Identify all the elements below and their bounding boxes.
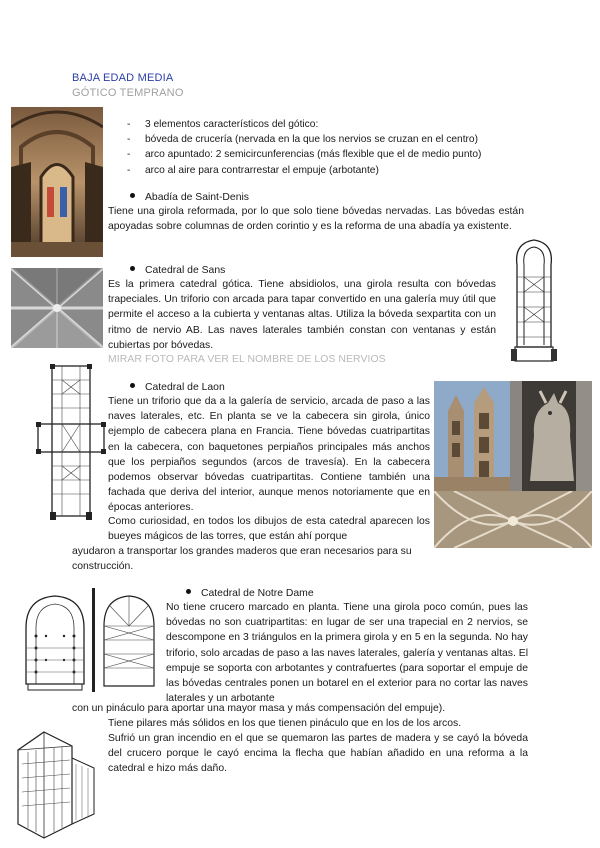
notre-dame-text: No tiene crucero marcado en planta. Tiene una girola poco común, pues las bóvedas no son cuatripartitas: en lugar de ser una trapecial en 2 nervios, se descompone en 3 triángulos en la primera girola y en 5 en la segunda. No hay triforio, solo arcadas de paso a las naves laterales, galería y ventanas altas. El empuje se soporta con arbotantes y contrafuertes (para soportar el empuje de las bóvedas centrales ponen un botarel en el exterior para no cortar las naves laterales y un arbotante — [166, 602, 528, 705]
sens-text: Es la primera catedral gótica. Tiene absidiolos, una girola resulta con bóvedas trapeciales. Un triforio con arcada para tapar convertido en una galería muy útil que permite el acceso a la cubierta y ventanas altas. Utiliza la bóveda sexpartita con un ritmo de nervio AB. Las naves laterales también constan con ventanas y están cubiertas por bóvedas. — [108, 279, 496, 351]
list-item: - arco apuntado: 2 semicircunferencias (más flexible que el de medio punto) — [127, 147, 481, 162]
laon-curiosity-tail: ayudaron a transportar los grandes maderos que eran necesarios para su construcción. — [72, 546, 412, 573]
list-item: - bóveda de crucería (nervada en la que los nervios se cruzan en el centro) — [127, 132, 481, 147]
bullet-icon — [186, 589, 191, 594]
section-subtitle: GÓTICO TEMPRANO — [72, 87, 184, 99]
saint-denis-interior-photo — [11, 107, 103, 257]
intro-list-container — [127, 117, 481, 178]
notre-dame-axonometric-drawing — [14, 728, 102, 840]
plan-divider — [92, 588, 95, 692]
notre-dame-vault-plan — [100, 592, 158, 692]
laon-nave-vault-photo — [434, 491, 592, 548]
notre-dame-text-tail: con un pináculo para aportar una mayor masa y más compensación del empuje). — [72, 703, 446, 714]
bullet-icon — [130, 383, 135, 388]
sens-heading: Catedral de Sans — [130, 263, 225, 278]
laon-heading: Catedral de Laon — [130, 380, 225, 395]
laon-floor-plan — [34, 362, 108, 522]
laon-curiosity-text: Como curiosidad, en todos los dibujos de esta catedral aparecen los bueyes mágicos de las torres, que están ahí porque — [108, 516, 430, 543]
laon-towers-photo — [434, 381, 510, 491]
laon-text: Tiene un triforio que da a la galería de servicio, arcada de paso a las naves laterales, etc. En planta se ve la cabecera sin girola, único ejemplo de cabecera plana en Francia. Tiene bóvedas cuatripartitas en la cabecera, con baquetones perpiaños principales más anchos que los perpiaños segundos (arcos de travesía). En la cabecera podemos observar bóvedas cuatripartitas. Contiene también una fachada que deriva del interior, aunque menos notoriamente que en épocas anteriores. — [108, 396, 430, 514]
sens-vault-photo — [11, 268, 103, 348]
bullet-icon — [130, 193, 135, 198]
notre-dame-fire-text: Sufrió un gran incendio en el que se quemaron las partes de madera y se cayó la bóveda del crucero porque le cayó encima la flecha que habían añadido en una reforma a la catedral e hizo más daño. — [108, 733, 528, 775]
list-item: - 3 elementos característicos del gótico: — [127, 117, 481, 132]
laon-ox-sculpture-photo — [510, 381, 592, 491]
bullet-icon — [130, 266, 135, 271]
saint-denis-text: Tiene una girola reformada, por lo que solo tiene bóvedas nervadas. Las bóvedas están apoyadas sobre columnas de orden corintio y es la reforma de una abadía ya existente. — [108, 206, 524, 233]
notre-dame-heading: Catedral de Notre Dame — [186, 586, 314, 601]
notre-dame-floor-plan — [20, 592, 90, 692]
list-item: - arco al aire para contrarrestar el empuje (arbotante) — [127, 163, 481, 178]
sens-floor-plan — [509, 237, 559, 367]
saint-denis-heading: Abadía de Saint-Denis — [130, 190, 249, 205]
notre-dame-pillars-text: Tiene pilares más sólidos en los que tienen pináculo que en los de los arcos. — [108, 718, 462, 729]
section-title: BAJA EDAD MEDIA — [72, 72, 174, 84]
sens-photo-note: MIRAR FOTO PARA VER EL NOMBRE DE LOS NERVIOS — [108, 354, 386, 365]
